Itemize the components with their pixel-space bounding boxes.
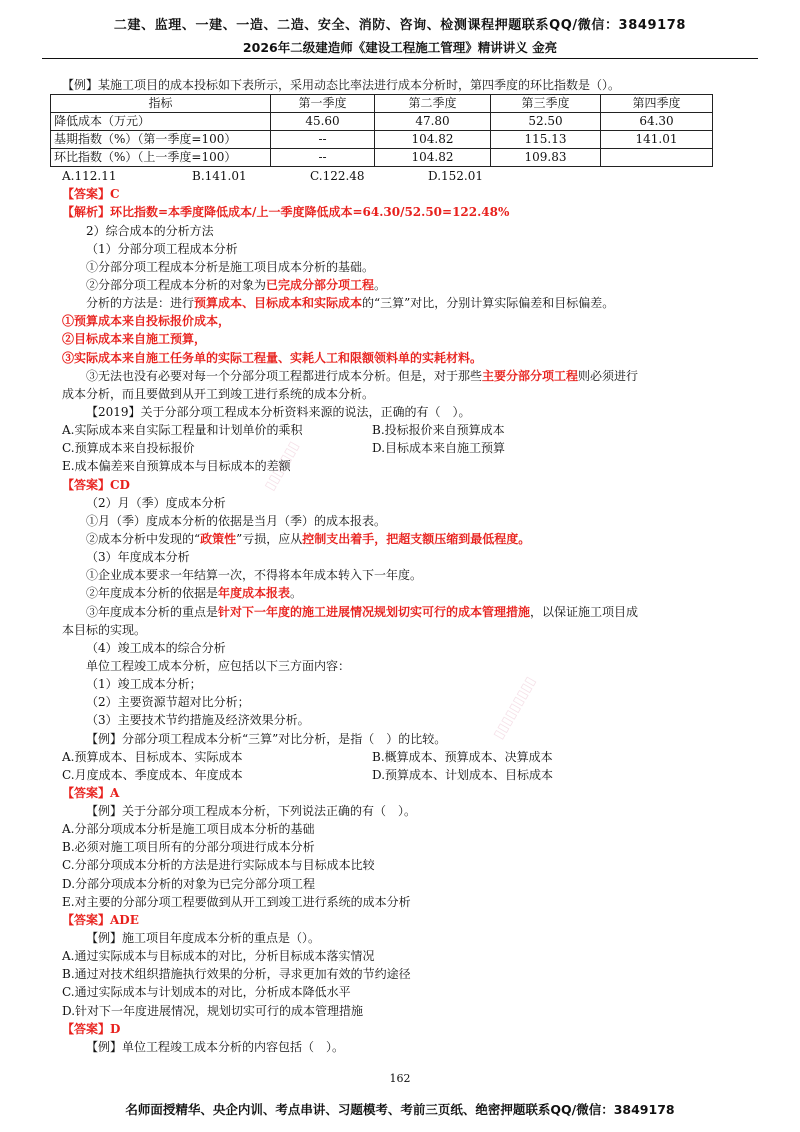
table-cell: 141.01 (601, 131, 713, 149)
q4-stem: 【例】关于分部分项工程成本分析，下列说法正确的有（ ）。 (86, 804, 417, 819)
header-divider (42, 58, 758, 59)
option-b: B.141.01 (192, 169, 247, 184)
q1-answer: 【答案】C (62, 187, 120, 202)
q4-answer: 【答案】ADE (62, 912, 139, 927)
paragraph: ③无法也没有必要对每一个分部分项工程都进行成本分析。但是，对于那些主要分部分项工程则必须进行 (86, 368, 639, 383)
highlight-text: 预算成本、目标成本和实际成本 (194, 296, 363, 311)
table-cell: 104.82 (375, 131, 491, 149)
paragraph: 单位工程竣工成本分析，应包括以下三方面内容： (86, 658, 351, 673)
option-b: B.投标报价来自预算成本 (372, 423, 505, 438)
q3-options-row (62, 748, 712, 766)
highlight-text: 针对下一年度的施工进展情况规划切实可行的成本管理措施 (218, 604, 531, 619)
table-row (51, 113, 713, 131)
table-header-cell: 第三季度 (491, 95, 601, 113)
option-a: A.分部分项成本分析是施工项目成本分析的基础 (62, 822, 315, 837)
document-body (54, 76, 712, 1056)
list-item: （2）主要资源节超对比分析； (86, 695, 250, 710)
option-b: B.概算成本、预算成本、决算成本 (372, 749, 553, 764)
q2-stem: 【2019】关于分部分项工程成本分析资料来源的说法，正确的有（ ）。 (86, 404, 471, 419)
table-row (51, 149, 713, 167)
table-row (51, 131, 713, 149)
page-number: 162 (389, 1072, 411, 1085)
table-header-row (51, 95, 713, 113)
list-item: （1）竣工成本分析； (86, 677, 202, 692)
footer-promo: 名师面授精华、央企内训、考点串讲、习题模考、考前三页纸、绝密押题联系QQ/微信：3849178 (125, 1102, 675, 1117)
q2-options-row (62, 439, 712, 457)
table-cell: 基期指数（%）（第一季度=100） (51, 131, 271, 149)
option-c: C.月度成本、季度成本、年度成本 (62, 767, 243, 782)
highlight-text: 控制支出着手，把超支额压缩到最低程度。 (302, 531, 531, 546)
watermark-right: ▯▯▯▯▯▯▯▯▯ (490, 673, 539, 743)
table-cell: 104.82 (375, 149, 491, 167)
q1-options (62, 167, 712, 185)
option-a: A.预算成本、目标成本、实际成本 (62, 749, 243, 764)
paragraph: ②分部分项工程成本分析的对象为已完成分部分项工程。 (86, 277, 387, 292)
paragraph: 分析的方法是：进行预算成本、目标成本和实际成本的“三算”对比，分别计算实际偏差和目标偏差。 (86, 296, 615, 311)
option-c: C.分部分项成本分析的方法是进行实际成本与目标成本比较 (62, 858, 375, 873)
highlight-text: 政策性 (200, 531, 237, 546)
q3-answer: 【答案】A (62, 785, 120, 800)
header-contact-line: 二建、监理、一建、一造、二造、安全、消防、咨询、检测课程押题联系QQ/微信：3849178 (113, 18, 687, 33)
q2-options-row (62, 421, 712, 439)
option-d: D.分部分项成本分析的对象为已完分部分项工程 (62, 876, 316, 891)
option-c: C.预算成本来自投标报价 (62, 441, 195, 456)
table-cell: -- (271, 131, 375, 149)
table-cell: 45.60 (271, 113, 375, 131)
paragraph: ①月（季）度成本分析的依据是当月（季）的成本报表。 (86, 513, 387, 528)
table-cell: 109.83 (491, 149, 601, 167)
option-d: D.针对下一年度进展情况，规划切实可行的成本管理措施 (62, 1003, 364, 1018)
highlight-line: ①预算成本来自投标报价成本， (62, 314, 231, 329)
table-cell: -- (271, 149, 375, 167)
q1-analysis: 【解析】环比指数=本季度降低成本/上一季度降低成本=64.30/52.50=122.48% (62, 205, 510, 220)
option-b: B.必须对施工项目所有的分部分项进行成本分析 (62, 840, 315, 855)
subsection-title: （3）年度成本分析 (86, 550, 190, 565)
table-cell: 47.80 (375, 113, 491, 131)
subsection-title: （4）竣工成本的综合分析 (86, 640, 226, 655)
option-e: E.成本偏差来自预算成本与目标成本的差额 (62, 459, 291, 474)
list-item: （3）主要技术节约措施及经济效果分析。 (86, 713, 310, 728)
paragraph: ②年度成本分析的依据是年度成本报表。 (86, 586, 303, 601)
option-a: A.通过实际成本与目标成本的对比，分析目标成本落实情况 (62, 949, 375, 964)
table-cell (601, 149, 713, 167)
q1-stem: 【例】某施工项目的成本投标如下表所示，采用动态比率法进行成本分析时，第四季度的环比指数是（）。 (62, 78, 621, 92)
option-d: D.预算成本、计划成本、目标成本 (372, 767, 554, 782)
option-a: A.实际成本来自实际工程量和计划单价的乘积 (62, 423, 303, 438)
table-cell: 64.30 (601, 113, 713, 131)
table-header-cell: 第一季度 (271, 95, 375, 113)
table-cell: 115.13 (491, 131, 601, 149)
paragraph-continuation: 成本分析，而且要做到从开工到竣工进行系统的成本分析。 (62, 386, 375, 401)
header-course-title: 2026年二级建造师《建设工程施工管理》精讲讲义 金亮 (242, 40, 558, 55)
highlight-text: 主要分部分项工程 (482, 368, 579, 383)
paragraph: ③年度成本分析的重点是针对下一年度的施工进展情况规划切实可行的成本管理措施，以保证施工项目成 (86, 604, 639, 619)
option-d: D.152.01 (428, 169, 483, 184)
paragraph: ①企业成本要求一年结算一次，不得将本年成本转入下一年度。 (86, 568, 423, 583)
q5-stem: 【例】施工项目年度成本分析的重点是（）。 (86, 931, 321, 946)
option-a: A.112.11 (62, 169, 117, 184)
option-e: E.对主要的分部分项工程要做到从开工到竣工进行系统的成本分析 (62, 894, 411, 909)
option-b: B.通过对技术组织措施执行效果的分析，寻求更加有效的节约途径 (62, 967, 411, 982)
section-title: 2）综合成本的分析方法 (86, 223, 214, 238)
option-d: D.目标成本来自施工预算 (372, 441, 506, 456)
watermark-left: ▯▯▯▯▯▯▯ (261, 438, 303, 494)
subsection-title: （2）月（季）度成本分析 (86, 495, 226, 510)
table-cell: 52.50 (491, 113, 601, 131)
highlight-line: ②目标成本来自施工预算， (62, 332, 207, 347)
paragraph: ②成本分析中发现的“政策性”亏损，应从控制支出着手，把超支额压缩到最低程度。 (86, 531, 531, 546)
table-cell: 降低成本（万元） (51, 113, 271, 131)
subsection-title: （1）分部分项工程成本分析 (86, 241, 238, 256)
q2-answer: 【答案】CD (62, 477, 130, 492)
q3-stem: 【例】分部分项工程成本分析“三算”对比分析，是指（ ）的比较。 (86, 731, 447, 746)
table-header-cell: 第四季度 (601, 95, 713, 113)
option-c: C.通过实际成本与计划成本的对比，分析成本降低水平 (62, 985, 351, 1000)
cost-index-table (50, 94, 713, 167)
paragraph-continuation: 本目标的实现。 (62, 622, 147, 637)
highlight-text: 年度成本报表 (218, 586, 291, 601)
table-header-cell: 指标 (51, 95, 271, 113)
q3-options-row (62, 766, 712, 784)
table-header-cell: 第二季度 (375, 95, 491, 113)
q5-answer: 【答案】D (62, 1021, 121, 1036)
table-cell: 环比指数（%）（上一季度=100） (51, 149, 271, 167)
q6-stem: 【例】单位工程竣工成本分析的内容包括（ ）。 (86, 1039, 345, 1054)
highlight-line: ③实际成本来自施工任务单的实际工程量、实耗人工和限额领料单的实耗材料。 (62, 350, 483, 365)
option-c: C.122.48 (310, 169, 365, 184)
highlight-text: 已完成分部分项工程 (266, 277, 375, 292)
paragraph: ①分部分项工程成本分析是施工项目成本分析的基础。 (86, 259, 375, 274)
